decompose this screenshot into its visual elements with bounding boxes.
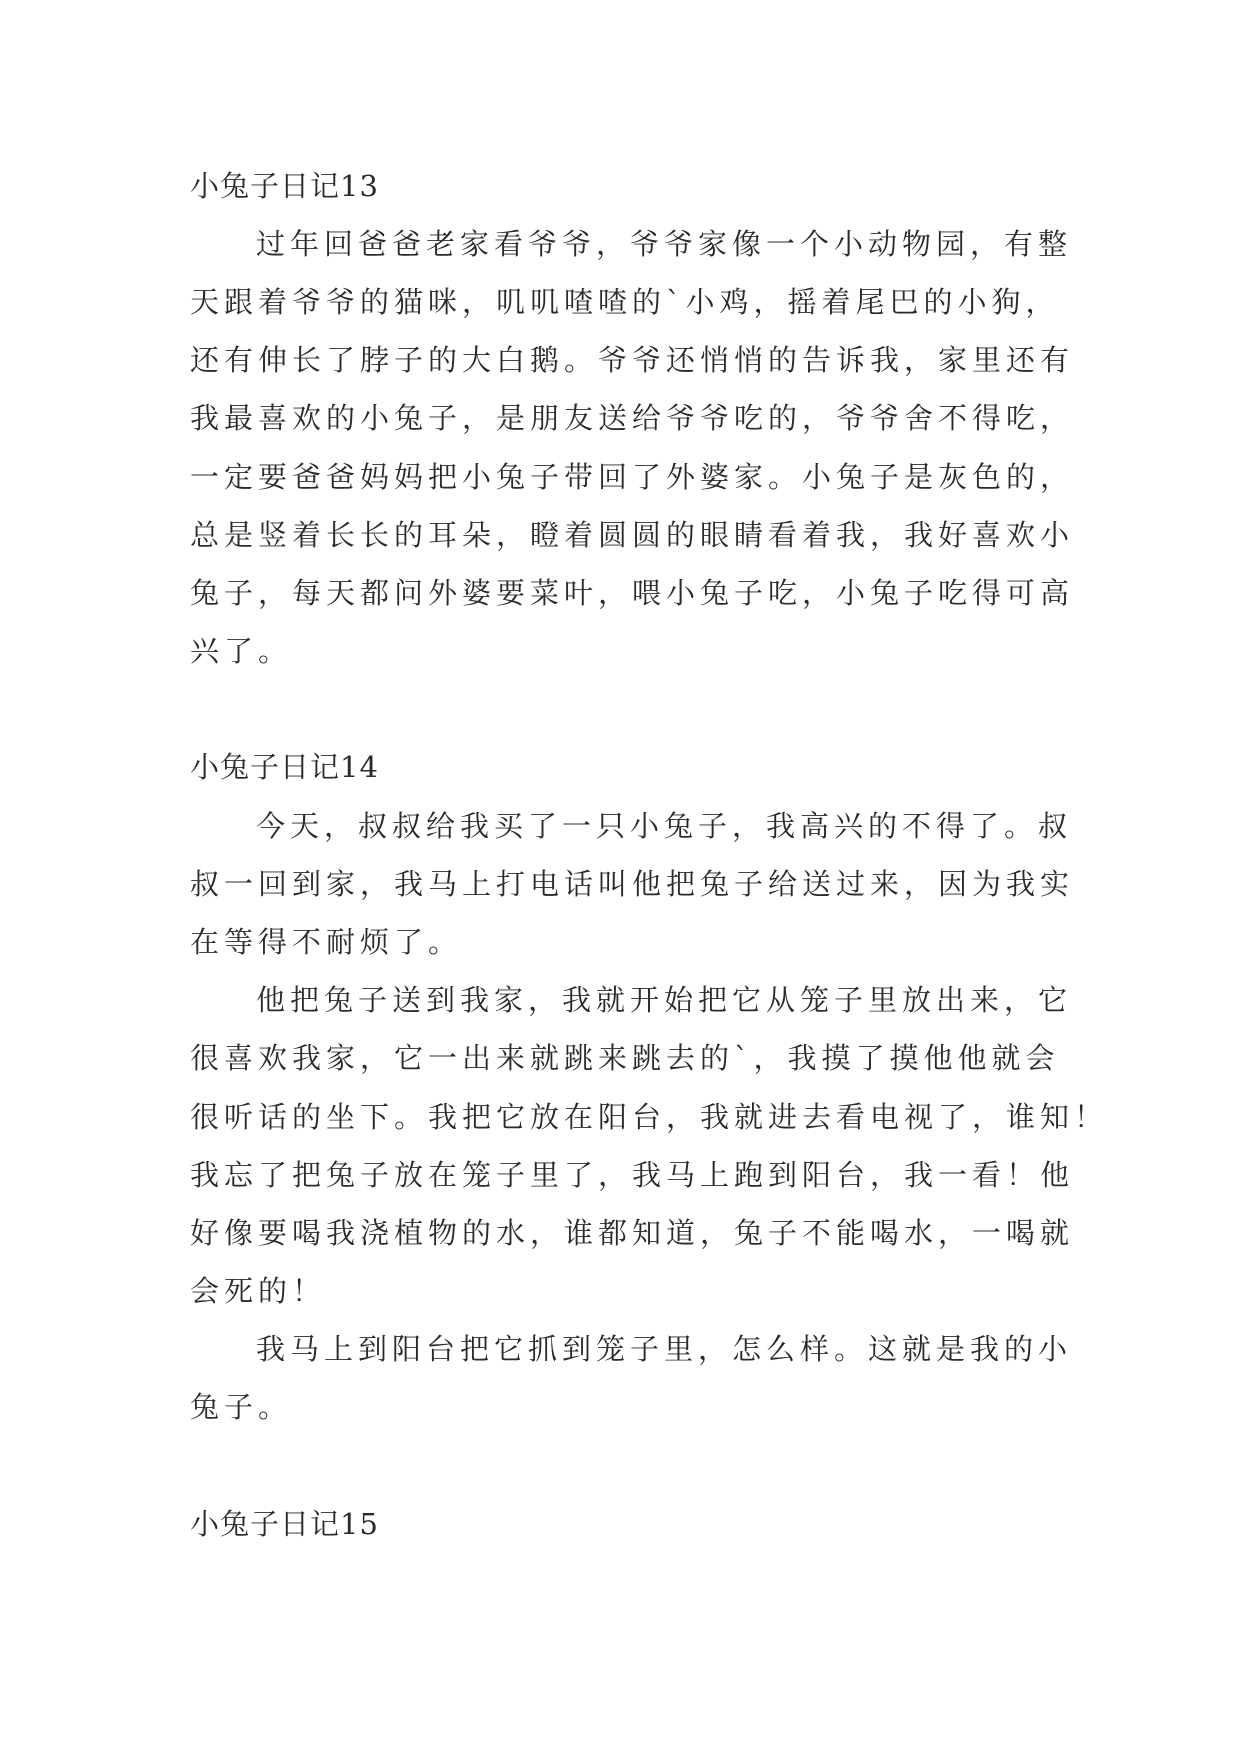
- paragraph-line: 他把兔子送到我家，我就开始把它从笼子里放出来，它: [256, 983, 1073, 1017]
- paragraph-line: 兴了。: [190, 634, 293, 668]
- paragraph-line: 好像要喝我浇植物的水，谁都知道，兔子不能喝水，一喝就: [190, 1216, 1075, 1250]
- section-title-13: 小兔子日记13: [190, 169, 379, 203]
- paragraph-line: 很喜欢我家，它一出来就跳来跳去的`，我摸了摸他他就会: [190, 1041, 1060, 1075]
- paragraph-line: 一定要爸爸妈妈把小兔子带回了外婆家。小兔子是灰色的，: [190, 460, 1075, 494]
- paragraph-line: 我最喜欢的小兔子，是朋友送给爷爷吃的，爷爷舍不得吃，: [190, 401, 1075, 435]
- paragraph-line: 会死的！: [190, 1274, 327, 1308]
- paragraph-line: 我忘了把兔子放在笼子里了，我马上跑到阳台，我一看！他: [190, 1158, 1075, 1192]
- paragraph-line: 叔一回到家，我马上打电话叫他把兔子给送过来，因为我实: [190, 867, 1075, 901]
- paragraph-line: 兔子，每天都问外婆要菜叶，喂小兔子吃，小兔子吃得可高: [190, 576, 1075, 610]
- paragraph-line: 天跟着爷爷的猫咪，叽叽喳喳的`小鸡，摇着尾巴的小狗，: [190, 285, 1060, 319]
- paragraph-line: 很听话的坐下。我把它放在阳台，我就进去看电视了，谁知！: [190, 1100, 1109, 1134]
- paragraph-line: 兔子。: [190, 1390, 293, 1424]
- section-title-15: 小兔子日记15: [190, 1507, 379, 1541]
- paragraph-line: 总是竖着长长的耳朵，瞪着圆圆的眼睛看着我，我好喜欢小: [190, 518, 1075, 552]
- paragraph-line: 今天，叔叔给我买了一只小兔子，我高兴的不得了。叔: [256, 809, 1073, 843]
- paragraph-line: 我马上到阳台把它抓到笼子里，怎么样。这就是我的小: [256, 1332, 1073, 1366]
- paragraph-line: 过年回爸爸老家看爷爷，爷爷家像一个小动物园，有整: [256, 227, 1073, 261]
- paragraph-line: 在等得不耐烦了。: [190, 925, 463, 959]
- section-title-14: 小兔子日记14: [190, 750, 379, 784]
- paragraph-line: 还有伸长了脖子的大白鹅。爷爷还悄悄的告诉我，家里还有: [190, 343, 1075, 377]
